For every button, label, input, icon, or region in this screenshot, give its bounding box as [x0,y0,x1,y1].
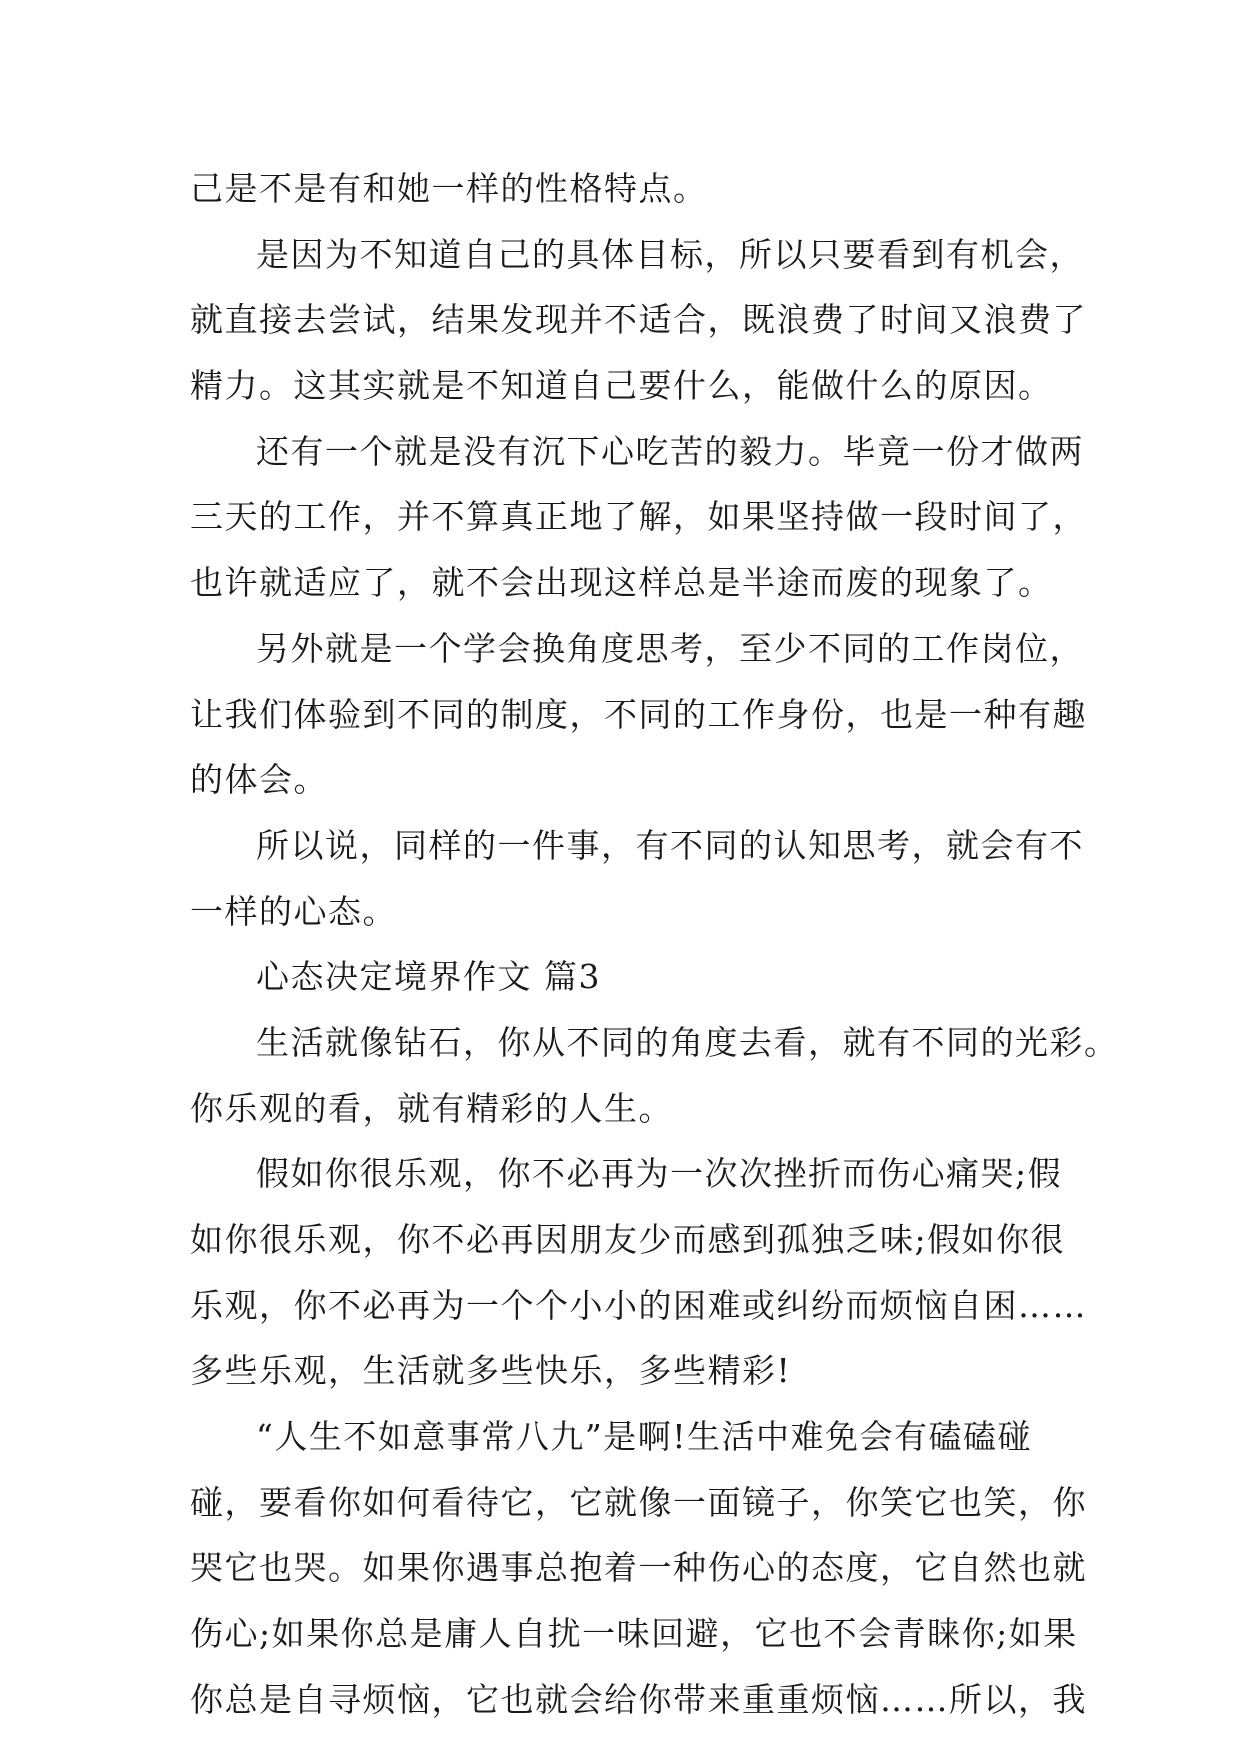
text-line: 也许就适应了，就不会出现这样总是半途而废的现象了。 [190,563,1053,603]
text-line: 生活就像钻石，你从不同的角度去看，就有不同的光彩。 [256,1022,1119,1062]
text-line: 一样的心态。 [190,891,397,931]
text-line: 三天的工作，并不算真正地了解，如果坚持做一段时间了， [190,497,1087,537]
text-line: 哭它也哭。如果你遇事总抱着一种伤心的态度，它自然也就 [190,1548,1087,1588]
text-line: 还有一个就是没有沉下心吃苦的毅力。毕竟一份才做两 [256,431,1084,471]
text-line: 你总是自寻烦恼，它也就会给你带来重重烦恼……所以，我 [190,1679,1087,1719]
text-line: 你乐观的看，就有精彩的人生。 [190,1088,673,1128]
text-line: 己是不是有和她一样的性格特点。 [190,169,708,208]
text-line: 如你很乐观，你不必再因朋友少而感到孤独乏味;假如你很 [190,1220,1066,1259]
text-line: 就直接去尝试，结果发现并不适合，既浪费了时间又浪费了 [190,300,1087,340]
text-line: 伤心;如果你总是庸人自扰一味回避，它也不会青睐你;如果 [190,1614,1078,1654]
text-line: 乐观，你不必再为一个个小小的困难或纠纷而烦恼自困…… [190,1285,1087,1325]
document-body [190,156,1119,1733]
text-line: 假如你很乐观，你不必再为一次次挫折而伤心痛哭;假 [256,1154,1063,1194]
text-line: 是因为不知道自己的具体目标，所以只要看到有机会， [256,234,1084,274]
text-line: 所以说，同样的一件事，有不同的认知思考，就会有不 [256,825,1084,865]
text-line: “人生不如意事常八九”是啊!生活中难免会有磕磕碰 [256,1417,1033,1457]
text-line: 心态决定境界作文 篇3 [256,957,601,997]
text-line: 让我们体验到不同的制度，不同的工作身份，也是一种有趣 [190,694,1087,734]
text-line: 多些乐观，生活就多些快乐，多些精彩! [190,1351,792,1391]
text-line: 另外就是一个学会换角度思考，至少不同的工作岗位， [256,628,1084,668]
text-line: 精力。这其实就是不知道自己要什么，能做什么的原因。 [190,366,1053,406]
text-line: 碰，要看你如何看待它，它就像一面镜子，你笑它也笑，你 [190,1482,1087,1522]
text-line: 的体会。 [190,760,328,800]
